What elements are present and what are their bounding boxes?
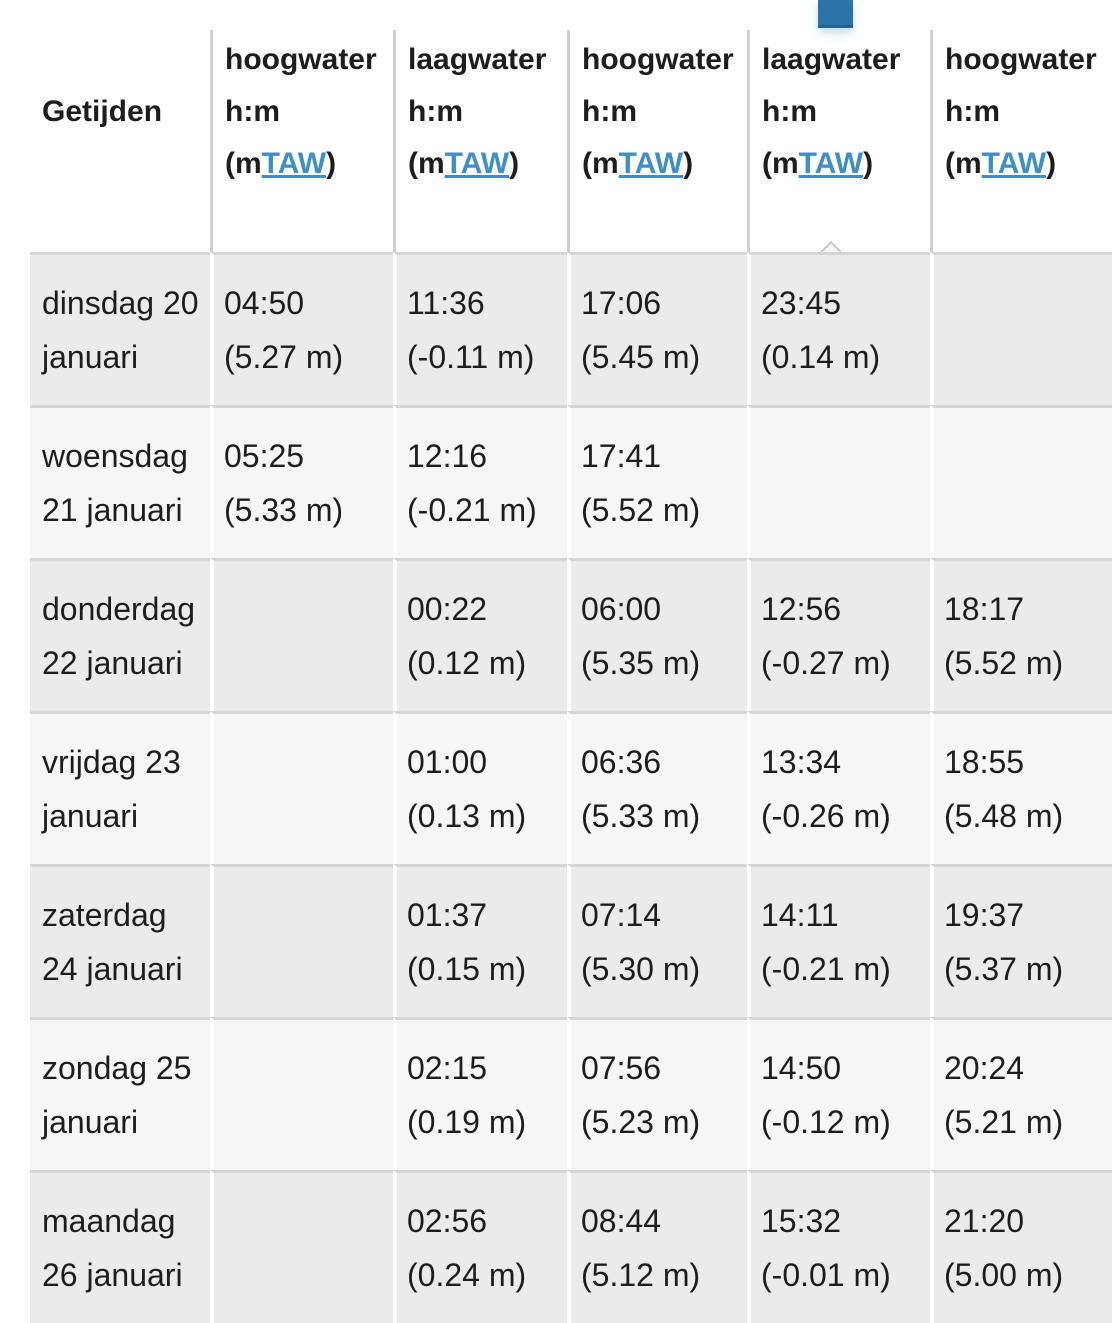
tide-cell: [567, 252, 747, 405]
tide-time: 12:16: [407, 438, 488, 474]
tide-cell: [567, 711, 747, 864]
tide-time: 18:55: [944, 744, 1025, 780]
tide-cell: [210, 405, 393, 558]
tide-time: 19:37: [944, 897, 1025, 933]
tide-height: (5.52 m): [581, 492, 701, 528]
tide-height: (0.12 m): [407, 645, 527, 681]
day-line-1: vrijdag 23: [42, 744, 181, 780]
tide-height: (5.48 m): [944, 798, 1064, 834]
tide-cell: [747, 864, 930, 1017]
unit-paren-open: (m: [408, 147, 445, 180]
tide-cell: [747, 1017, 930, 1170]
unit-paren-close: ): [863, 147, 874, 180]
tide-cell: [210, 558, 393, 711]
tide-height: (5.23 m): [581, 1104, 701, 1140]
day-line-2: januari: [42, 1104, 139, 1140]
column-label: laagwater: [408, 43, 547, 76]
unit-paren-close: ): [683, 147, 694, 180]
unit-paren-open: (m: [762, 147, 799, 180]
taw-link[interactable]: TAW: [261, 147, 327, 180]
column-label: laagwater: [762, 43, 901, 76]
tide-cell: [567, 1017, 747, 1170]
table-row: [30, 711, 1112, 864]
tide-cell: [747, 558, 930, 711]
day-cell: [30, 711, 210, 864]
table-row: [30, 1017, 1112, 1170]
taw-link[interactable]: TAW: [444, 147, 510, 180]
tide-height: (-0.01 m): [761, 1257, 891, 1293]
unit-paren-close: ): [1046, 147, 1057, 180]
tide-height: (0.15 m): [407, 951, 527, 987]
tide-cell: [930, 1017, 1112, 1170]
day-line-2: 26 januari: [42, 1257, 183, 1293]
tide-cell: [393, 1170, 567, 1323]
tide-time: 07:14: [581, 897, 662, 933]
table-row: [30, 405, 1112, 558]
tide-time: 14:11: [761, 897, 839, 933]
day-line-1: donderdag: [42, 591, 196, 627]
column-label: hoogwater: [225, 43, 377, 76]
day-cell: [30, 864, 210, 1017]
taw-link[interactable]: TAW: [618, 147, 684, 180]
tide-cell: [210, 252, 393, 405]
column-header-hoogwater: [930, 30, 1112, 252]
column-unit-hm: h:m: [582, 95, 637, 128]
tide-cell: [393, 252, 567, 405]
column-unit-hm: h:m: [225, 95, 280, 128]
table-row: [30, 864, 1112, 1017]
unit-paren-close: ): [509, 147, 520, 180]
tide-height: (-0.11 m): [407, 339, 535, 375]
table-row: [30, 1170, 1112, 1323]
tide-height: (5.33 m): [581, 798, 701, 834]
tide-cell: [393, 1017, 567, 1170]
column-header-laagwater: [393, 30, 567, 252]
tide-height: (5.00 m): [944, 1257, 1064, 1293]
day-line-2: 24 januari: [42, 951, 183, 987]
tide-time: 06:36: [581, 744, 662, 780]
tide-time: 23:45: [761, 285, 842, 321]
tide-time: 04:50: [224, 285, 305, 321]
tide-height: (5.33 m): [224, 492, 344, 528]
column-unit-mtaw: [582, 138, 747, 190]
tide-cell: [747, 252, 930, 405]
tide-height: (0.19 m): [407, 1104, 527, 1140]
day-line-1: zaterdag: [42, 897, 167, 933]
day-cell: [30, 252, 210, 405]
tide-height: (-0.21 m): [407, 492, 537, 528]
tide-time: 18:17: [944, 591, 1025, 627]
tide-time: 08:44: [581, 1203, 662, 1239]
unit-paren-open: (m: [582, 147, 619, 180]
tide-height: (5.35 m): [581, 645, 701, 681]
tide-cell: [210, 864, 393, 1017]
table-body: [30, 252, 1112, 1323]
tide-height: (5.27 m): [224, 339, 344, 375]
column-unit-hm: h:m: [408, 95, 463, 128]
tide-height: (-0.27 m): [761, 645, 891, 681]
tide-height: (-0.26 m): [761, 798, 891, 834]
tide-cell: [567, 405, 747, 558]
tide-height: (0.14 m): [761, 339, 881, 375]
tide-time: 13:34: [761, 744, 842, 780]
tide-cell: [930, 1170, 1112, 1323]
tide-time: 07:56: [581, 1050, 662, 1086]
column-header-hoogwater: [210, 30, 393, 252]
tide-cell: [930, 711, 1112, 864]
tide-time: 12:56: [761, 591, 842, 627]
column-unit-mtaw: [225, 138, 393, 190]
table-row: [30, 558, 1112, 711]
tide-cell: [747, 1170, 930, 1323]
tide-height: (5.37 m): [944, 951, 1064, 987]
table-title: Getijden: [42, 95, 163, 128]
column-unit-mtaw: [762, 138, 930, 190]
tide-time: 17:41: [581, 438, 662, 474]
tide-cell: [747, 405, 930, 558]
day-cell: [30, 405, 210, 558]
tide-time: 11:36: [407, 285, 485, 321]
tide-cell: [393, 864, 567, 1017]
day-cell: [30, 1017, 210, 1170]
cropped-blue-element: [818, 0, 853, 28]
day-line-1: woensdag: [42, 438, 188, 474]
tide-cell: [393, 558, 567, 711]
day-line-1: zondag 25: [42, 1050, 192, 1086]
tide-cell: [930, 864, 1112, 1017]
tide-height: (5.52 m): [944, 645, 1064, 681]
column-unit-mtaw: [408, 138, 567, 190]
tide-time: 15:32: [761, 1203, 842, 1239]
table-header-row: [30, 30, 1112, 252]
tide-cell: [210, 711, 393, 864]
day-line-2: 21 januari: [42, 492, 183, 528]
day-line-1: dinsdag 20: [42, 285, 199, 321]
tide-time: 17:06: [581, 285, 662, 321]
unit-paren-open: (m: [225, 147, 262, 180]
tide-height: (-0.12 m): [761, 1104, 891, 1140]
unit-paren-close: ): [326, 147, 337, 180]
tooltip-caret-icon: [816, 241, 846, 252]
tide-cell: [567, 864, 747, 1017]
tide-table: [30, 30, 1112, 1323]
tide-height: (0.24 m): [407, 1257, 527, 1293]
column-header-getijden: [30, 30, 210, 252]
column-label: hoogwater: [582, 43, 734, 76]
tide-time: 20:24: [944, 1050, 1025, 1086]
tide-time: 02:15: [407, 1050, 488, 1086]
tide-height: (-0.21 m): [761, 951, 891, 987]
tide-time: 14:50: [761, 1050, 842, 1086]
tide-height: (5.30 m): [581, 951, 701, 987]
tide-cell: [930, 558, 1112, 711]
tide-time: 00:22: [407, 591, 488, 627]
day-cell: [30, 558, 210, 711]
tide-cell: [210, 1017, 393, 1170]
day-line-2: 22 januari: [42, 645, 183, 681]
taw-link[interactable]: TAW: [798, 147, 864, 180]
tide-height: (5.21 m): [944, 1104, 1064, 1140]
unit-paren-open: (m: [945, 147, 982, 180]
tide-time: 21:20: [944, 1203, 1025, 1239]
tide-cell: [393, 711, 567, 864]
tide-height: (5.45 m): [581, 339, 701, 375]
taw-link[interactable]: TAW: [981, 147, 1047, 180]
day-line-2: januari: [42, 798, 139, 834]
tide-height: (0.13 m): [407, 798, 527, 834]
tide-cell: [393, 405, 567, 558]
tide-cell: [930, 405, 1112, 558]
column-label: hoogwater: [945, 43, 1097, 76]
tide-cell: [747, 711, 930, 864]
column-unit-hm: h:m: [762, 95, 817, 128]
column-unit-mtaw: [945, 138, 1112, 190]
tide-cell: [567, 558, 747, 711]
column-unit-hm: h:m: [945, 95, 1000, 128]
column-header-hoogwater: [567, 30, 747, 252]
tide-time: 01:00: [407, 744, 488, 780]
table-row: [30, 252, 1112, 405]
tide-cell: [210, 1170, 393, 1323]
column-header-laagwater: [747, 30, 930, 252]
day-cell: [30, 1170, 210, 1323]
tide-time: 06:00: [581, 591, 662, 627]
day-line-2: januari: [42, 339, 139, 375]
day-line-1: maandag: [42, 1203, 176, 1239]
tide-time: 02:56: [407, 1203, 488, 1239]
tide-cell: [930, 252, 1112, 405]
tide-height: (5.12 m): [581, 1257, 701, 1293]
tide-cell: [567, 1170, 747, 1323]
tide-time: 05:25: [224, 438, 305, 474]
tide-time: 01:37: [407, 897, 488, 933]
